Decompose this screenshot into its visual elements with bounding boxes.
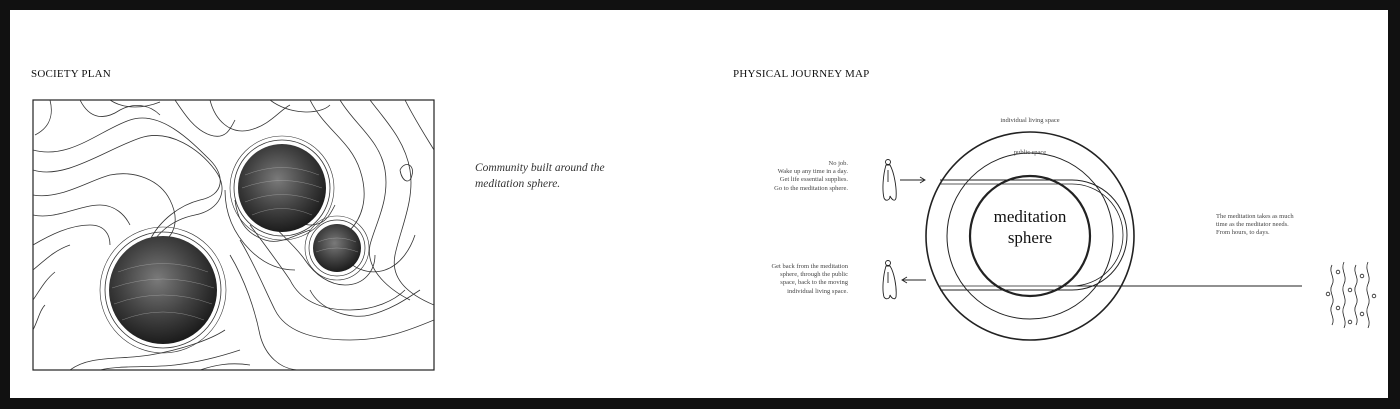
note-bottom-line: individual living space. (787, 287, 848, 295)
note-top-line: Wake up any time in a day. (777, 168, 848, 176)
label-public-space: public space (1013, 149, 1047, 156)
note-top-line: Get life essential supplies. (779, 176, 848, 184)
note-top-line: Go to the meditation sphere. (774, 184, 848, 192)
note-right-line: time as the meditator needs. (1216, 221, 1289, 229)
note-bottom-line: space, back to the moving (780, 279, 848, 287)
note-bottom-line: sphere, through the public (780, 271, 848, 279)
note-bottom (740, 263, 848, 296)
note-top-line: No job. (828, 160, 848, 167)
note-top (740, 160, 848, 193)
center-label-line-1: meditation (993, 207, 1067, 226)
note-right-line: The meditation takes as much (1216, 213, 1294, 220)
note-right-line: From hours, to days. (1216, 229, 1270, 237)
journey-map-title: PHYSICAL JOURNEY MAP (733, 68, 870, 80)
society-plan-title: SOCIETY PLAN (31, 68, 111, 80)
caption-line-1: Community built around the (475, 162, 605, 174)
caption-line-2: meditation sphere. (475, 178, 561, 190)
label-individual-living-space: individual living space (1000, 117, 1060, 124)
label-meditation-sphere (970, 206, 1090, 248)
journey-map-diagram (10, 10, 1388, 398)
meditators-pattern-icon (1326, 262, 1376, 328)
person-figure-bottom-icon (883, 261, 896, 299)
arrow-in-icon (900, 177, 925, 183)
center-label-line-2: sphere (1007, 228, 1053, 247)
person-figure-top-icon (883, 160, 896, 201)
note-bottom-line: Get back from the meditation (771, 263, 848, 270)
note-right (1216, 213, 1326, 238)
arrow-out-icon (902, 277, 926, 283)
sheet (10, 10, 1388, 398)
